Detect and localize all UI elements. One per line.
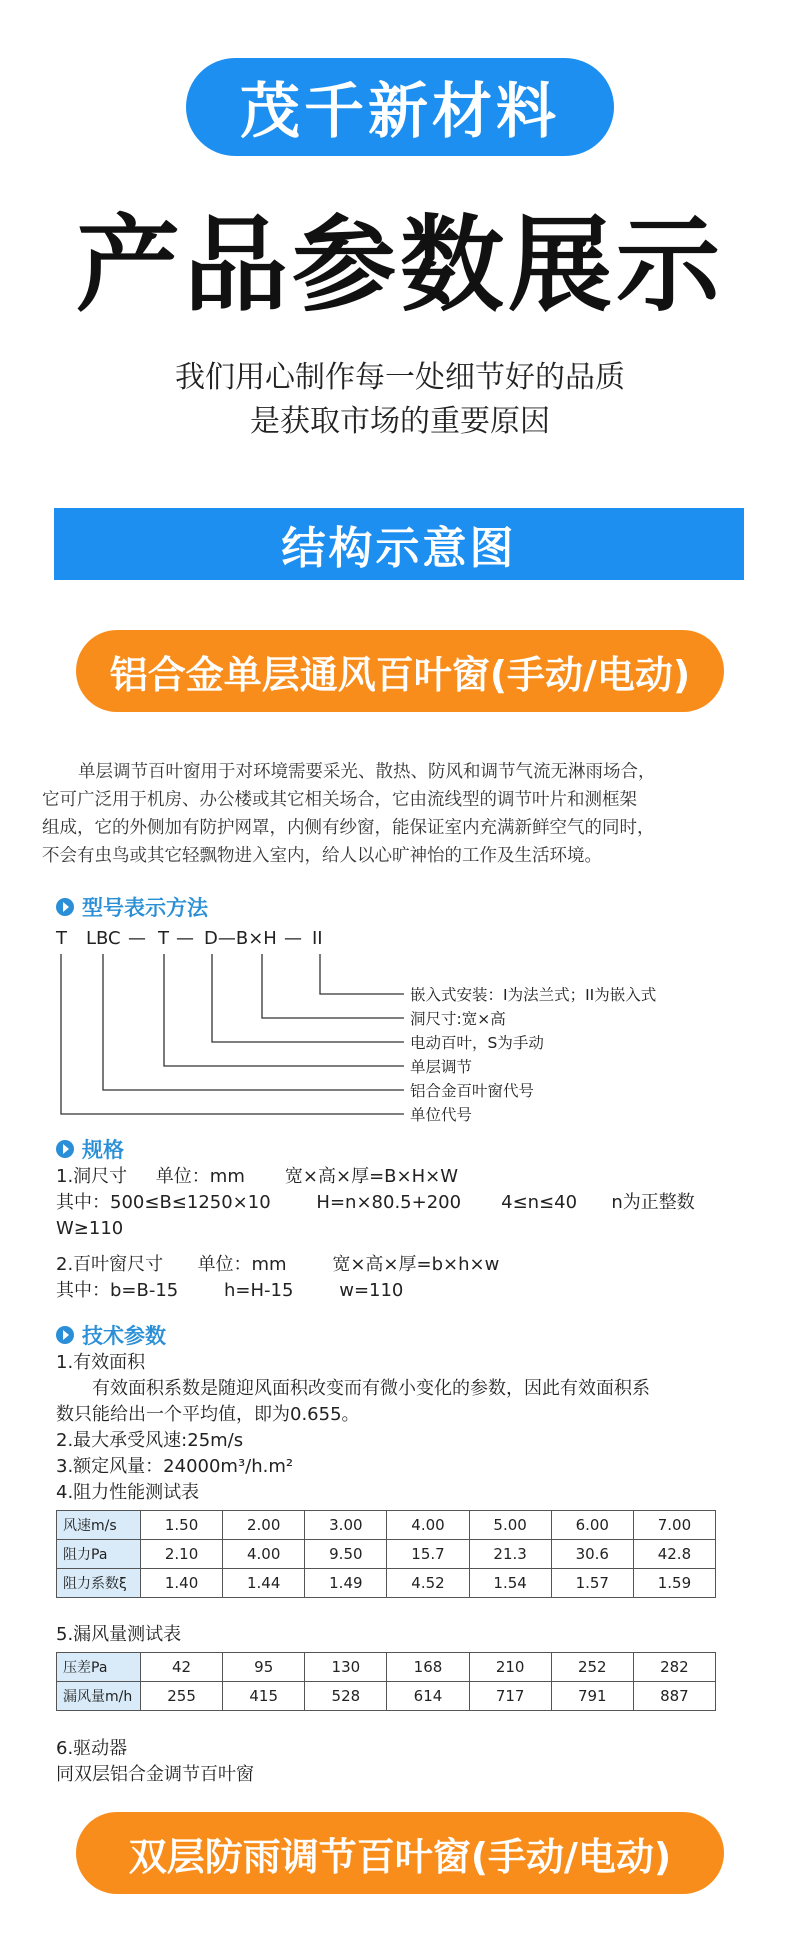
- table-row: [57, 1653, 716, 1682]
- tech-item-6-title: 6.驱动器: [56, 1738, 128, 1759]
- table-cell: 252: [551, 1653, 633, 1682]
- spec-line: 2.百叶窗尺寸 单位：mm 宽×高×厚=b×h×w: [56, 1254, 500, 1275]
- code-ii: II: [312, 928, 323, 949]
- table-cell: 1.49: [305, 1569, 387, 1598]
- tech-item-1-body: 数只能给出一个平均值，即为0.655。: [56, 1404, 360, 1425]
- intro-line: 单层调节百叶窗用于对环境需要采光、散热、防风和调节气流无淋雨场合，: [78, 762, 656, 782]
- tree-label-single: 单层调节: [410, 1058, 473, 1076]
- page-title: 产品参数展示: [75, 204, 724, 326]
- table-cell: 2.10: [141, 1540, 223, 1569]
- table-cell: 42: [141, 1653, 223, 1682]
- slogan-line-1: 我们用心制作每一处细节好的品质: [175, 360, 625, 395]
- tech-item-6-body: 同双层铝合金调节百叶窗: [56, 1764, 254, 1785]
- product2-title: 双层防雨调节百叶窗(手动/电动): [76, 1812, 724, 1894]
- tech-item-1-title: 1.有效面积: [56, 1352, 146, 1373]
- table-cell: 4.00: [387, 1511, 469, 1540]
- table-header-cell: 漏风量m/h: [57, 1682, 141, 1711]
- table-header-cell: 风速m/s: [57, 1511, 141, 1540]
- tech-item-2: 2.最大承受风速:25m/s: [56, 1430, 244, 1451]
- structure-diagram-bar: 结构示意图: [54, 508, 744, 580]
- table-cell: 1.44: [223, 1569, 305, 1598]
- spec-line: 1.洞尺寸 单位：mm 宽×高×厚=B×H×W: [56, 1166, 458, 1187]
- tree-label-code: 铝合金百叶窗代号: [410, 1082, 535, 1100]
- table-cell: 4.00: [223, 1540, 305, 1569]
- table-cell: 887: [633, 1682, 715, 1711]
- table-row: [57, 1540, 716, 1569]
- table-cell: 717: [469, 1682, 551, 1711]
- tree-label-install: 嵌入式安装：I为法兰式；II为嵌入式: [410, 986, 657, 1004]
- intro-line: 它可广泛用于机房、办公楼或其它相关场合，它由流线型的调节叶片和测框架: [42, 790, 637, 810]
- code-d-bh: D—B×H: [204, 928, 277, 949]
- code-lbc: LBC: [86, 928, 121, 949]
- table-cell: 1.59: [633, 1569, 715, 1598]
- intro-line: 组成，它的外侧加有防护网罩，内侧有纱窗，能保证室内充满新鲜空气的同时，: [42, 818, 655, 838]
- table-cell: 95: [223, 1653, 305, 1682]
- code-dash: —: [176, 928, 194, 949]
- table-cell: 6.00: [551, 1511, 633, 1540]
- table-row: [57, 1569, 716, 1598]
- table-cell: 15.7: [387, 1540, 469, 1569]
- tech-item-1-body: 有效面积系数是随迎风面积改变而有微小变化的参数，因此有效面积系: [92, 1378, 650, 1399]
- table-cell: 2.00: [223, 1511, 305, 1540]
- table-cell: 528: [305, 1682, 387, 1711]
- table-cell: 791: [551, 1682, 633, 1711]
- slogan-line-2: 是获取市场的重要原因: [250, 404, 550, 439]
- table-cell: 1.40: [141, 1569, 223, 1598]
- table-cell: 30.6: [551, 1540, 633, 1569]
- table-cell: 415: [223, 1682, 305, 1711]
- table-cell: 4.52: [387, 1569, 469, 1598]
- table-cell: 5.00: [469, 1511, 551, 1540]
- spec-section-heading: 规格: [56, 1134, 124, 1164]
- tech-item-4: 4.阻力性能测试表: [56, 1482, 200, 1503]
- table-cell: 7.00: [633, 1511, 715, 1540]
- product1-title: 铝合金单层通风百叶窗(手动/电动): [76, 630, 724, 712]
- tech-item-5: 5.漏风量测试表: [56, 1624, 182, 1645]
- code-dash: —: [128, 928, 146, 949]
- table-cell: 3.00: [305, 1511, 387, 1540]
- code-dash: —: [284, 928, 302, 949]
- table-cell: 1.57: [551, 1569, 633, 1598]
- table-header-cell: 压差Pa: [57, 1653, 141, 1682]
- table-header-cell: 阻力系数ξ: [57, 1569, 141, 1598]
- table-cell: 21.3: [469, 1540, 551, 1569]
- spec-line: 其中：b=B-15 h=H-15 w=110: [56, 1280, 404, 1301]
- table-cell: 9.50: [305, 1540, 387, 1569]
- model-section-heading: 型号表示方法: [56, 892, 208, 922]
- table-cell: 210: [469, 1653, 551, 1682]
- code-t: T: [56, 928, 67, 949]
- table-cell: 614: [387, 1682, 469, 1711]
- table-row: [57, 1682, 716, 1711]
- table-header-cell: 阻力Pa: [57, 1540, 141, 1569]
- table-cell: 1.50: [141, 1511, 223, 1540]
- brand-banner: 茂千新材料: [186, 58, 614, 156]
- table-cell: 255: [141, 1682, 223, 1711]
- tech-section-heading: 技术参数: [56, 1320, 166, 1350]
- table-cell: 130: [305, 1653, 387, 1682]
- resistance-table: [56, 1510, 716, 1598]
- table-cell: 1.54: [469, 1569, 551, 1598]
- table-cell: 282: [633, 1653, 715, 1682]
- table-cell: 42.8: [633, 1540, 715, 1569]
- tree-label-unit: 单位代号: [410, 1106, 473, 1124]
- leak-table: [56, 1652, 716, 1711]
- play-circle-icon: [56, 1140, 74, 1158]
- tree-label-electric: 电动百叶，S为手动: [410, 1034, 544, 1052]
- table-row: [57, 1511, 716, 1540]
- tech-item-3: 3.额定风量：24000m³/h.m²: [56, 1456, 294, 1477]
- spec-line: W≥110: [56, 1218, 124, 1239]
- table-cell: 168: [387, 1653, 469, 1682]
- tree-label-opening: 洞尺寸:宽×高: [410, 1010, 506, 1028]
- spec-line: 其中：500≤B≤1250×10 H=n×80.5+200 4≤n≤40 n为正整数: [56, 1192, 695, 1213]
- play-circle-icon: [56, 1326, 74, 1344]
- intro-line: 不会有虫鸟或其它轻飘物进入室内，给人以心旷神怡的工作及生活环境。: [42, 846, 602, 866]
- code-t2: T: [158, 928, 169, 949]
